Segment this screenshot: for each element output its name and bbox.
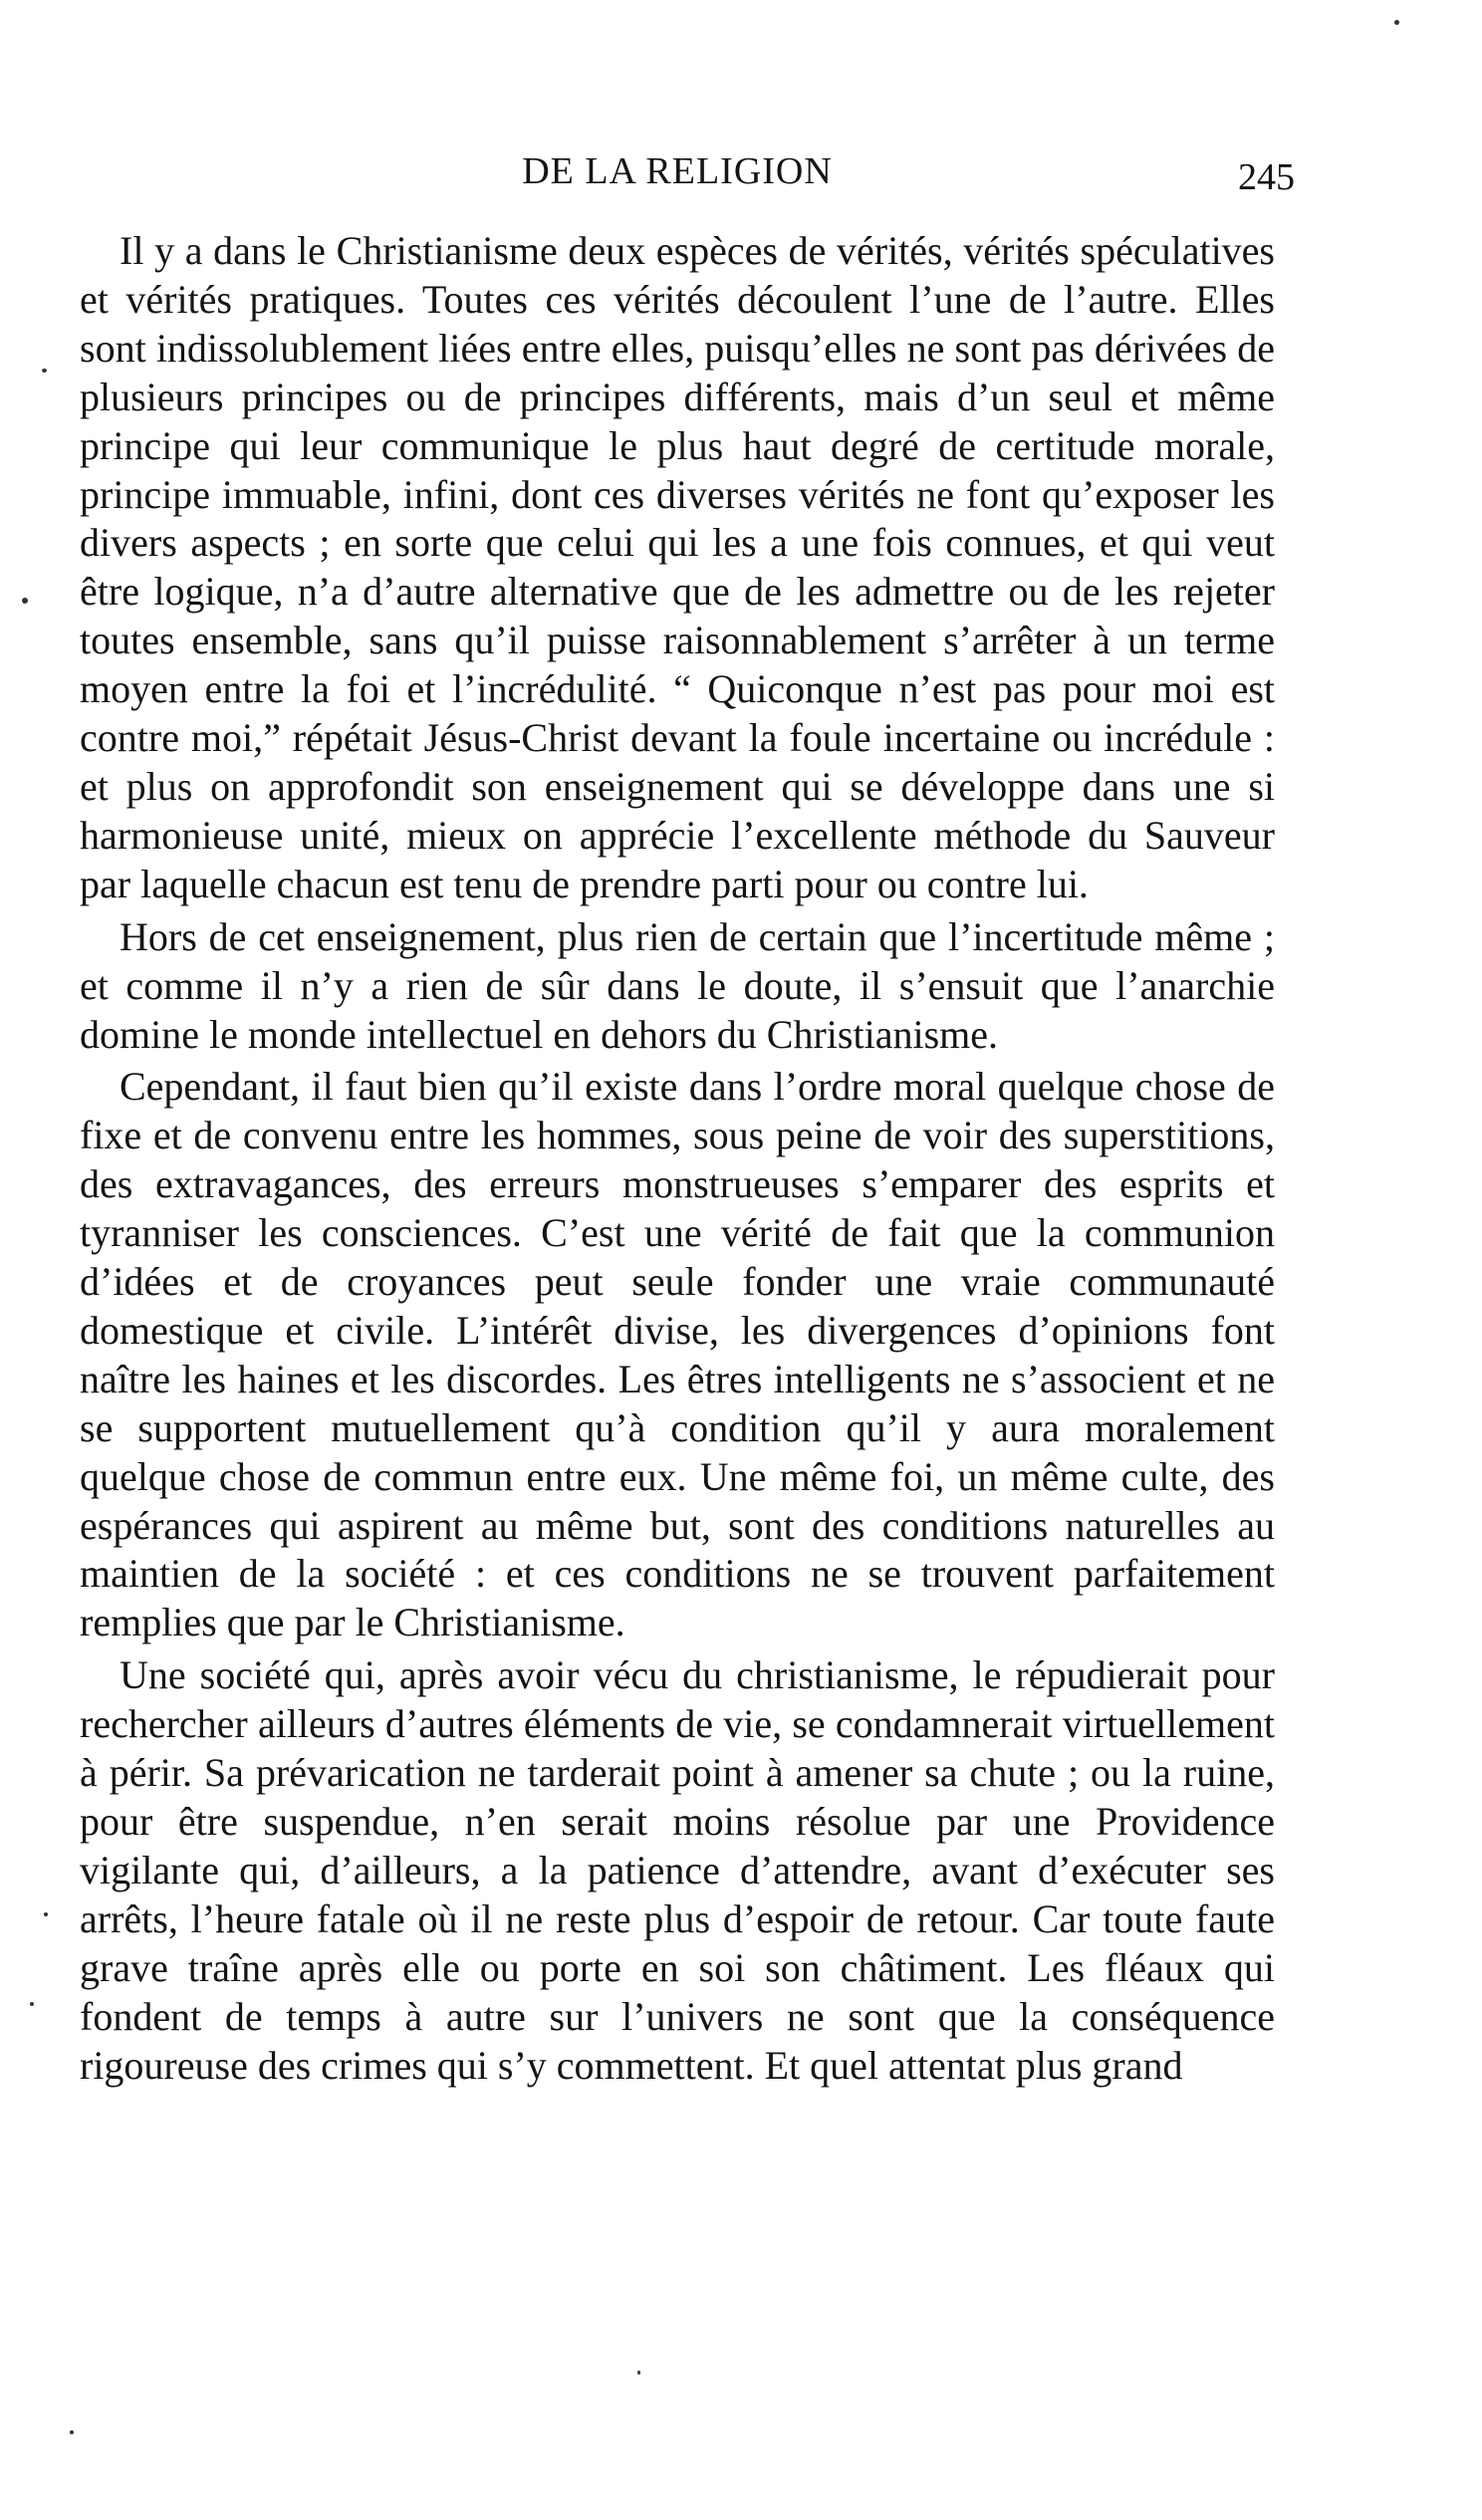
running-head bbox=[80, 149, 1295, 209]
scan-speck bbox=[42, 369, 47, 373]
page-number: 245 bbox=[1238, 156, 1295, 198]
scan-speck bbox=[44, 1912, 48, 1916]
paragraph-3: Cependant, il faut bien qu’il existe dans l’ordre moral quelque chose de fixe et de convenu entre les hommes, sous peine de voir des superstitions, des extravagances, des erreurs monstrueuses s’emparer des esprits et tyranniser les consciences. C’est une vérité de fait que la communion d’idées et de croyances peut seule fonder une vraie communauté domestique et civile. L’intérêt divise, les divergences d’opinions font naître les haines et les discordes. Les êtres intelligents ne s’associent et ne se supportent mutuellement qu’à condition qu’il y aura moralement quelque chose de commun entre eux. Une même foi, un même culte, des espérances qui aspirent au même but, sont des conditions naturelles au maintien de la société : et ces conditions ne se trouvent parfaitement remplies que par le Christianisme. bbox=[80, 1064, 1275, 1645]
scan-speck bbox=[30, 2002, 34, 2006]
paragraph-4: Une société qui, après avoir vécu du christianisme, le répudierait pour rechercher ailleurs d’autres éléments de vie, se condamnerait virtuellement à périr. Sa prévarication ne tarderait point à amener sa chute ; ou la ruine, pour être suspendue, n’en serait moins résolue par une Providence vigilante qui, d’ailleurs, a la patience d’attendre, avant d’exécuter ses arrêts, l’heure fatale où il ne reste plus d’espoir de retour. Car toute faute grave traîne après elle ou porte en soi son châtiment. Les fléaux qui fondent de temps à autre sur l’univers ne sont que la conséquence rigoureuse des crimes qui s’y commettent. Et quel attentat plus grand bbox=[80, 1652, 1275, 2088]
running-title: DE LA RELIGION bbox=[522, 150, 833, 192]
scan-speck bbox=[1394, 20, 1399, 25]
paragraph-1: Il y a dans le Christianisme deux espèces de vérités, vérités spéculatives et vérités pratiques. Toutes ces vérités découlent l’une de l’autre. Elles sont indissolublement liées entre elles, puisqu’elles ne sont pas dérivées de plusieurs principes ou de principes différents, mais d’un seul et même principe qui leur communique le plus haut degré de certitude morale, principe immuable, infini, dont ces diverses vérités ne font qu’exposer les divers aspects ; en sorte que celui qui les a une fois connues, et qui veut être logique, n’a d’autre alternative que de les admettre ou de les rejeter toutes ensemble, sans qu’il puisse raisonnablement s’arrêter à un terme moyen entre la foi et l’incrédulité. “ Quiconque n’est pas pour moi est contre moi,” répétait Jésus-Christ devant la foule incertaine ou incrédule : et plus on approfondit son enseignement qui se développe dans une si harmonieuse unité, mieux on apprécie l’excellente méthode du Sauveur par laquelle chacun est tenu de prendre parti pour ou contre lui. bbox=[80, 228, 1275, 906]
scan-speck bbox=[637, 2371, 640, 2375]
body-text bbox=[80, 227, 1275, 2090]
scan-speck bbox=[22, 598, 28, 604]
scan-speck bbox=[70, 2430, 74, 2434]
paragraph-2: Hors de cet enseignement, plus rien de certain que l’incertitude même ; et comme il n’y a rien de sûr dans le doute, il s’ensuit que l’anarchie domine le monde intellectuel en dehors du Christianisme. bbox=[80, 913, 1275, 1057]
